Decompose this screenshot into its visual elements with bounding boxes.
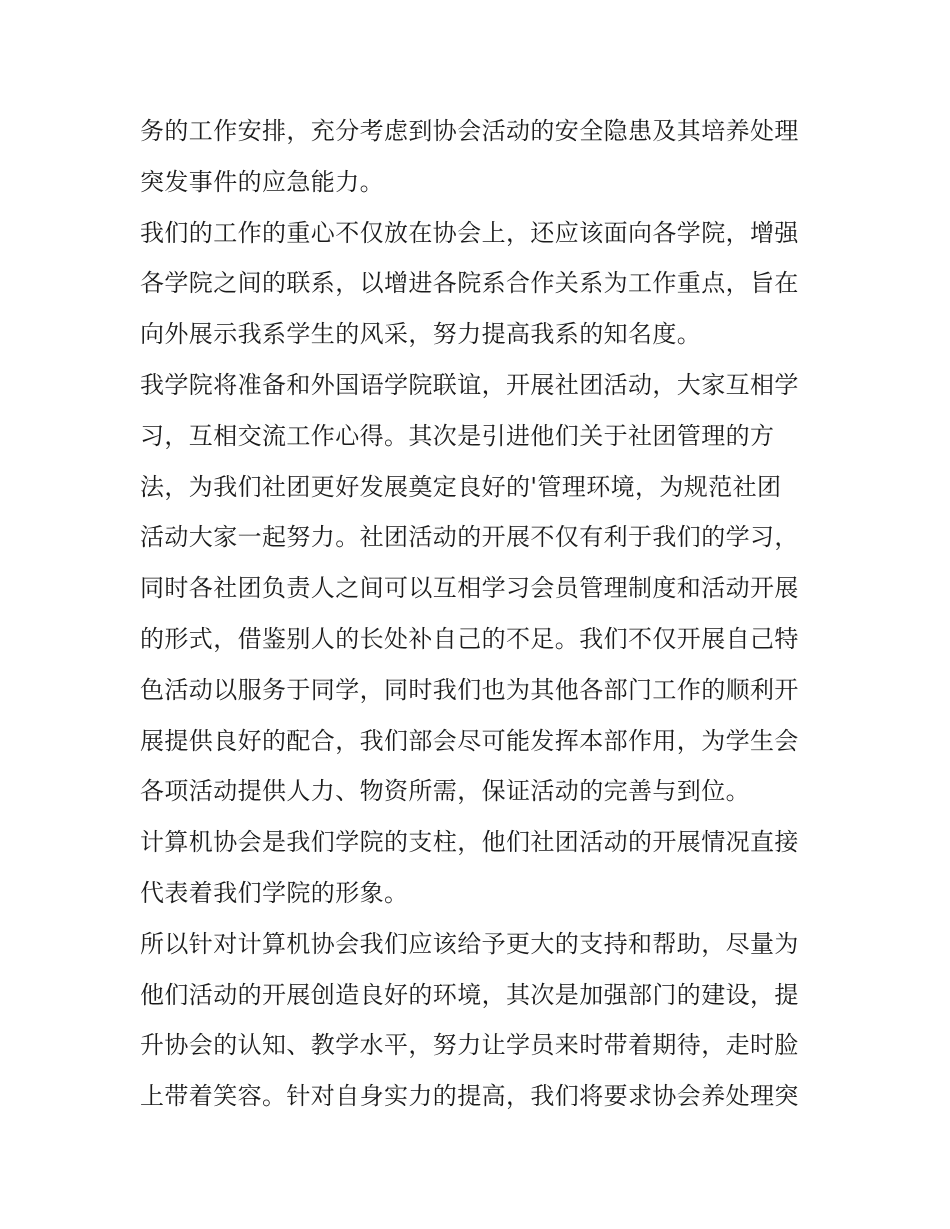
text-line: 同时各社团负责人之间可以互相学习会员管理制度和活动开展 bbox=[140, 574, 799, 603]
text-line: 上带着笑容。针对自身实力的提高，我们将要求协会养处理突 bbox=[140, 1082, 799, 1111]
text-line: 他们活动的开展创造良好的环境，其次是加强部门的建设，提 bbox=[140, 980, 799, 1009]
text-line: 活动大家一起努力。社团活动的开展不仅有利于我们的学习， bbox=[140, 523, 799, 552]
text-line: 所以针对计算机协会我们应该给予更大的支持和帮助，尽量为 bbox=[140, 929, 799, 958]
text-line: 法，为我们社团更好发展奠定良好的'管理环境，为规范社团 bbox=[140, 472, 782, 501]
text-line: 各学院之间的联系，以增进各院系合作关系为工作重点，旨在 bbox=[140, 269, 799, 298]
text-line: 的形式，借鉴别人的长处补自己的不足。我们不仅开展自己特 bbox=[140, 624, 799, 653]
document-body bbox=[140, 106, 820, 1122]
text-line: 代表着我们学院的形象。 bbox=[140, 878, 409, 907]
text-line: 向外展示我系学生的风采，努力提高我系的知名度。 bbox=[140, 320, 702, 349]
text-line: 色活动以服务于同学，同时我们也为其他各部门工作的顺利开 bbox=[140, 675, 799, 704]
text-line: 展提供良好的配合，我们部会尽可能发挥本部作用，为学生会 bbox=[140, 726, 799, 755]
text-line: 习，互相交流工作心得。其次是引进他们关于社团管理的方 bbox=[140, 421, 775, 450]
text-line: 升协会的认知、教学水平，努力让学员来时带着期待，走时脸 bbox=[140, 1031, 799, 1060]
text-line: 我们的工作的重心不仅放在协会上，还应该面向各学院，增强 bbox=[140, 218, 799, 247]
text-line: 计算机协会是我们学院的支柱，他们社团活动的开展情况直接 bbox=[140, 828, 799, 857]
text-line: 各项活动提供人力、物资所需，保证活动的完善与到位。 bbox=[140, 777, 750, 806]
text-line: 务的工作安排，充分考虑到协会活动的安全隐患及其培养处理 bbox=[140, 117, 799, 145]
text-line: 我学院将准备和外国语学院联谊，开展社团活动，大家互相学 bbox=[140, 370, 799, 399]
text-line: 突发事件的应急能力。 bbox=[140, 167, 384, 196]
